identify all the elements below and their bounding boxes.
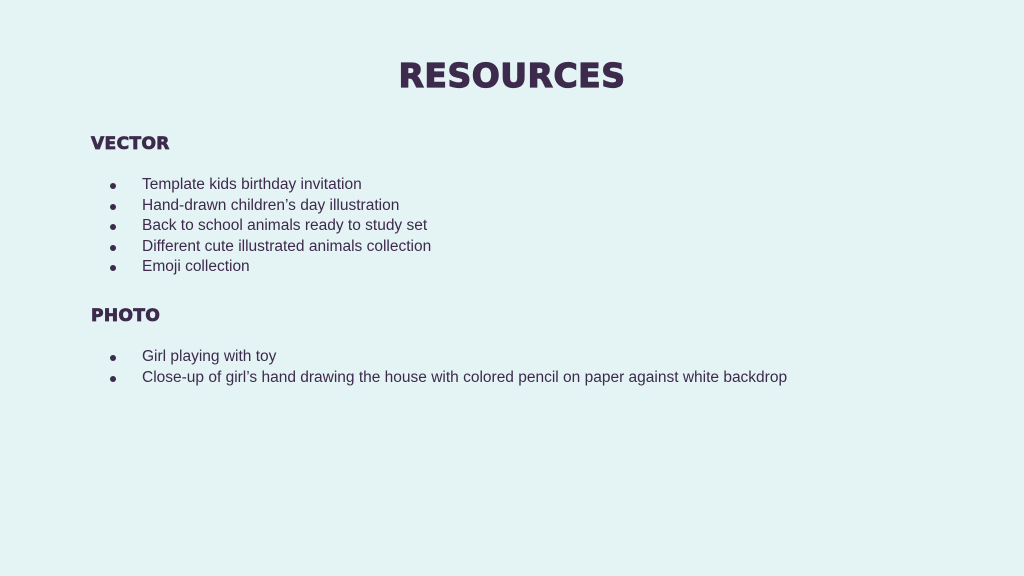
section-heading-vector: VECTOR [91,134,170,154]
bullet-icon [110,376,116,382]
resource-link[interactable]: Girl playing with toy [142,348,277,365]
bullet-icon [110,265,116,271]
bullet-icon [110,224,116,230]
section-heading-photo: PHOTO [91,306,161,326]
bullet-icon [110,183,116,189]
resource-link[interactable]: Emoji collection [142,258,250,276]
bullet-icon [110,245,116,251]
resource-link[interactable]: Hand-drawn children’s day illustration [142,196,400,214]
resource-link[interactable]: Different cute illustrated animals collection [142,237,432,255]
bullet-icon [110,355,116,361]
resource-link[interactable]: Template kids birthday invitation [142,176,362,193]
resource-link[interactable]: Back to school animals ready to study set [142,217,428,235]
resource-link[interactable]: Close-up of girl’s hand drawing the house with colored pencil on paper against white backdrop [142,368,788,386]
page-title: RESOURCES [398,56,626,95]
bullet-icon [110,204,116,210]
